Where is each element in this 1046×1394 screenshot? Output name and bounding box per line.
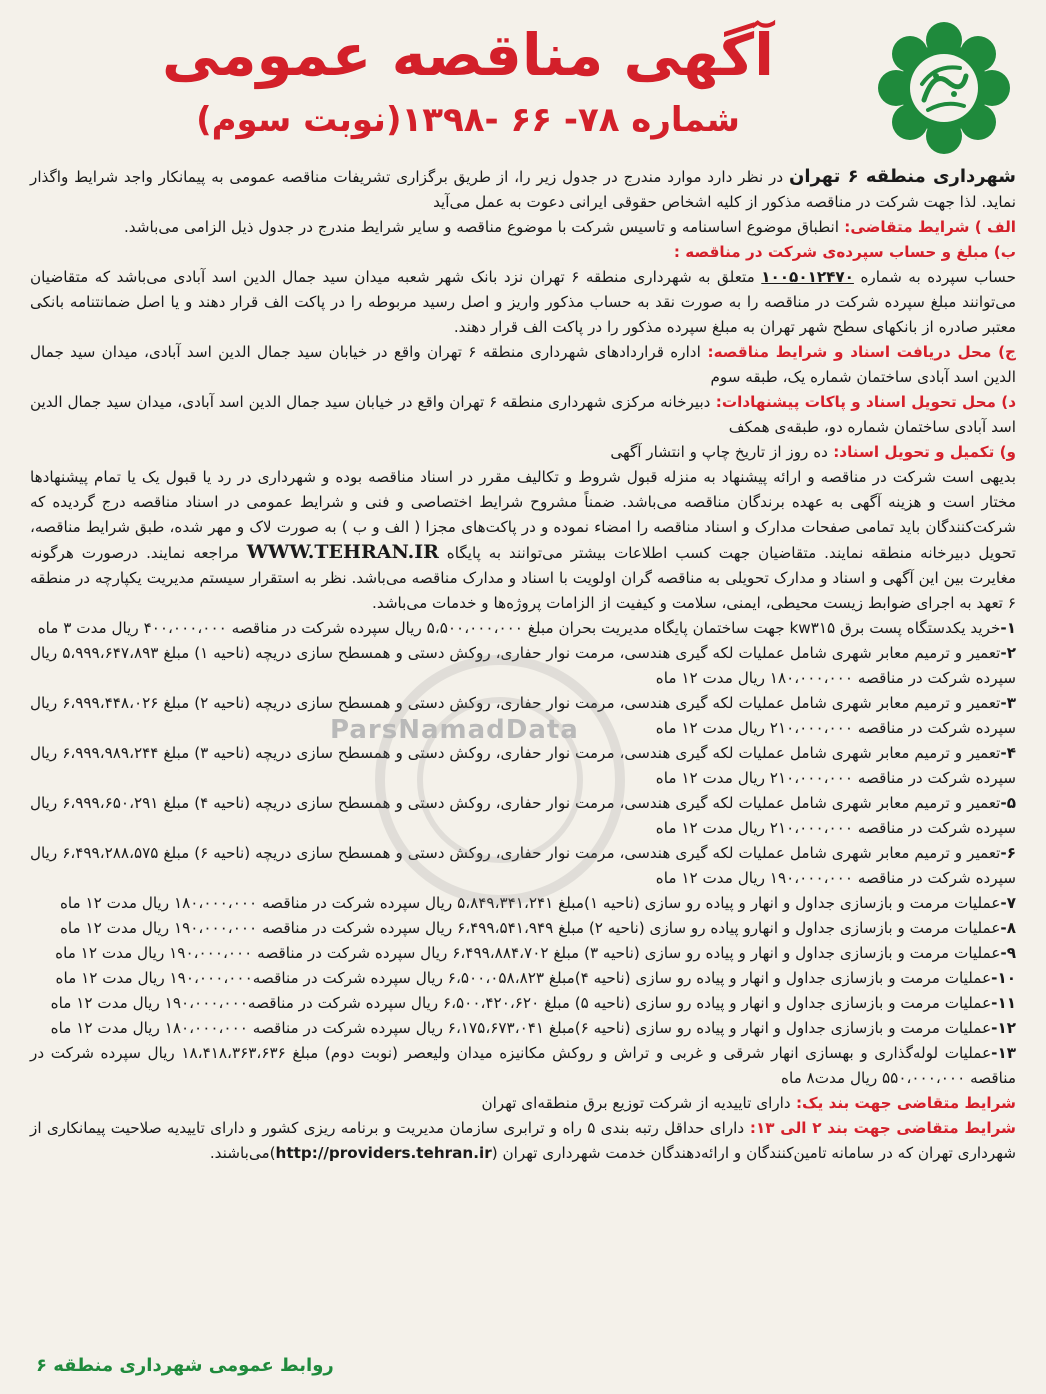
- item-text: عملیات مرمت و بازسازی جداول و انهار و پیاده رو سازی (ناحیه ۴)مبلغ ۶،۵۰۰،۰۵۸،۸۲۳ ریال سپرده شرکت در مناقصه۱۹۰،۰۰۰،۰۰۰ ریال مدت ۱۲ ماه: [55, 969, 992, 987]
- list-item: [30, 941, 1016, 966]
- section-b-text-1: حساب سپرده به شماره: [853, 268, 1016, 286]
- section-e-title: و) تکمیل و تحویل اسناد:: [827, 443, 1016, 461]
- item-text: تعمیر و ترمیم معابر شهری شامل عملیات لکه گیری هندسی، مرمت نوار حفاری، روکش دستی و همسطح سازی دریچه (ناحیه ۱) مبلغ ۵،۹۹۹،۶۴۷،۸۹۳ ریال سپرده شرکت در مناقصه ۱۸۰،۰۰۰،۰۰۰ ریال مدت ۱۲ ماه: [30, 644, 1016, 687]
- item-text: عملیات مرمت و بازسازی جداول و انهارو پیاده رو سازی (ناحیه ۲) مبلغ ۶،۴۹۹،۵۴۱،۹۴۹ ریال سپرده شرکت در مناقصه ۱۹۰،۰۰۰،۰۰۰ ریال مدت ۱۲ ماه: [59, 919, 1001, 937]
- item-number: ۹-: [1000, 944, 1016, 962]
- item-number: ۸-: [1000, 919, 1016, 937]
- item-text: تعمیر و ترمیم معابر شهری شامل عملیات لکه گیری هندسی، مرمت نوار حفاری، روکش دستی و همسطح سازی دریچه (ناحیه ۴) مبلغ ۶،۹۹۹،۶۵۰،۲۹۱ ریال سپرده شرکت در مناقصه ۲۱۰،۰۰۰،۰۰۰ ریال مدت ۱۲ ماه: [30, 794, 1016, 837]
- condition-2-text-1: دارای حداقل رتبه بندی ۵ راه و ترابری سازمان مدیریت و برنامه ریزی کشور و دارای تاییدیه صلاحیت پیمانکاری از شهرداری تهران که در سامانه تامین‌کنندگان و ارائه‌دهندگان خدمت شهرداری تهران (: [30, 1119, 1016, 1162]
- list-item: [30, 741, 1016, 791]
- general-terms: [30, 465, 1016, 616]
- general-terms-text-2: مراجعه نمایند. درصورت هرگونه مغایرت بین این آگهی و اسناد و مدارک تحویلی به مناقصه گران اولویت با اسناد و مدارک مناقصه می‌باشد. نظر به استقرار سیستم مدیریت یکپارچه در منطقه ۶ تعهد به اجرای ضوابط زیست محیطی، ایمنی، سلامت و کیفیت از الزامات پروژه‌ها و خدمات می‌باشد.: [30, 544, 1016, 612]
- section-b-title: ب) مبلغ و حساب سپرده‌ی شرکت در مناقصه :: [673, 243, 1016, 261]
- section-b: [30, 265, 1016, 340]
- item-number: ۲-: [1000, 644, 1016, 662]
- account-number: ۱۰۰۵۰۱۲۴۷۰: [761, 268, 854, 286]
- section-c-title: ج) محل دریافت اسناد و شرایط مناقصه:: [700, 343, 1016, 361]
- section-c-text: اداره قراردادهای شهرداری منطقه ۶ تهران واقع در خیابان سید جمال الدین اسد آبادی، میدان سید جمال الدین اسد آبادی ساختمان شماره یک، طبقه سوم: [30, 343, 1016, 386]
- website-link[interactable]: WWW.TEHRAN.IR: [246, 541, 439, 563]
- item-number: ۷-: [1000, 894, 1016, 912]
- general-terms-text-1: بدیهی است شرکت در مناقصه و ارائه پیشنهاد به منزله قبول شروط و تکالیف مقرر در اسناد مناقصه بوده و شهرداری در رد یا قبول یک یا تمام پیشنهادها مختار است و هزینه آگهی به عهده برندگان مناقصه می‌باشد. ضمناً مشروح شرایط اختصاصی و فنی و شرایط عمومی در اسناد مناقصه درج گردیده که شرکت‌کنندگان باید تمامی صفحات مدارک و اسناد مناقصه را امضاء نموده و در پاکت‌های مجزا ( الف و ب ) به صورت لاک و مهر شده، طبق شرایط مناقصه، تحویل دبیرخانه منطقه نمایند. متقاضیان جهت کسب اطلاعات بیشتر می‌توانند به پایگاه: [30, 468, 1017, 562]
- notice-header: [30, 14, 1016, 164]
- section-d-text: دبیرخانه مرکزی شهرداری منطقه ۶ تهران واقع در خیابان سید جمال الدین اسد آبادی، میدان سید جمال الدین اسد آبادی ساختمان شماره دو، طبقه‌ی همکف: [30, 393, 1016, 436]
- watermark-text: ParsNamadData: [330, 715, 579, 745]
- intro-paragraph: [30, 164, 1016, 215]
- item-number: ۱۳-: [991, 1044, 1016, 1062]
- list-item: [30, 616, 1016, 641]
- section-b-text-2: متعلق به شهرداری منطقه ۶ تهران نزد بانک شهر شعبه میدان سید جمال الدین اسد آبادی می‌باشد که متقاضیان می‌توانند مبلغ سپرده شرکت در مناقصه را به صورت نقد به حساب مذکور واریز و اصل رسید مربوطه را در پاکت الف قرار دهند و یا اصل ضمانتنامه بانکی معتبر صادره از بانکهای سطح شهر تهران به مبلغ سپرده مذکور را در پاکت الف قرار دهند.: [30, 268, 1016, 336]
- section-d-title: د) محل تحویل اسناد و پاکات پیشنهادات:: [710, 393, 1016, 411]
- condition-1-title: شرایط متقاضی جهت بند یک:: [790, 1094, 1016, 1112]
- notice-number: شماره ۷۸- ۶۶ -۱۳۹۸(نوبت سوم): [196, 100, 740, 140]
- list-item: [30, 1016, 1016, 1041]
- intro-text: در نظر دارد موارد مندرج در جدول زیر را، از طریق برگزاری تشریفات مناقصه عمومی به پیمانکار واجد شرایط واگذار نماید. لذا جهت شرکت در مناقصه مذکور از کلیه اشخاص حقوقی ایرانی دعوت به عمل می‌آید: [30, 168, 1016, 211]
- organization-name: شهرداری منطقه ۶ تهران: [788, 166, 1017, 187]
- list-item: [30, 841, 1016, 891]
- list-item: [30, 991, 1016, 1016]
- item-number: ۴-: [1000, 744, 1016, 762]
- providers-link[interactable]: http://providers.tehran.ir: [275, 1144, 492, 1162]
- item-text: تعمیر و ترمیم معابر شهری شامل عملیات لکه گیری هندسی، مرمت نوار حفاری، روکش دستی و همسطح سازی دریچه (ناحیه ۳) مبلغ ۶،۹۹۹،۹۸۹،۲۴۴ ریال سپرده شرکت در مناقصه ۲۱۰،۰۰۰،۰۰۰ ریال مدت ۱۲ ماه: [30, 744, 1016, 787]
- condition-1-text: دارای تاییدیه از شرکت توزیع برق منطقه‌ای تهران: [481, 1094, 791, 1112]
- notice-body: [30, 164, 1016, 1166]
- section-b-title-line: [30, 240, 1016, 265]
- condition-2-title: شرایط متقاضی جهت بند ۲ الی ۱۳:: [744, 1119, 1016, 1137]
- item-number: ۱-: [1000, 619, 1016, 637]
- item-number: ۱۱-: [991, 994, 1016, 1012]
- list-item: [30, 966, 1016, 991]
- item-text: عملیات لوله‌گذاری و بهسازی انهار شرقی و غربی و تراش و روکش مکانیزه میدان ولیعصر (نوبت دوم) مبلغ ۱۸،۴۱۸،۳۶۳،۶۳۶ ریال سپرده شرکت در مناقصه ۵۵۰،۰۰۰،۰۰۰ ریال مدت۸ ماه: [30, 1044, 1016, 1087]
- section-d: [30, 390, 1016, 440]
- item-text: عملیات مرمت و بازسازی جداول و انهار و پیاده رو سازی (ناحیه ۱)مبلغ ۵،۸۴۹،۳۴۱،۲۴۱ ریال سپرده شرکت در مناقصه ۱۸۰،۰۰۰،۰۰۰ ریال مدت ۱۲ ماه: [59, 894, 1001, 912]
- item-text: تعمیر و ترمیم معابر شهری شامل عملیات لکه گیری هندسی، مرمت نوار حفاری، روکش دستی و همسطح سازی دریچه (ناحیه ۲) مبلغ ۶،۹۹۹،۴۴۸،۰۲۶ ریال سپرده شرکت در مناقصه ۲۱۰،۰۰۰،۰۰۰ ریال مدت ۱۲ ماه: [30, 694, 1016, 737]
- item-number: ۳-: [1000, 694, 1016, 712]
- tehran-municipality-logo-icon: [876, 20, 1012, 156]
- list-item: [30, 891, 1016, 916]
- list-item: [30, 1041, 1016, 1091]
- section-a-title: الف ) شرایط متقاضی:: [839, 218, 1016, 236]
- list-item: [30, 916, 1016, 941]
- item-number: ۶-: [1000, 844, 1016, 862]
- item-text: عملیات مرمت و بازسازی جداول و انهار و پیاده رو سازی (ناحیه ۶)مبلغ ۶،۱۷۵،۶۷۳،۰۴۱ ریال سپرده شرکت در مناقصه ۱۸۰،۰۰۰،۰۰۰ ریال مدت ۱۲ ماه: [50, 1019, 992, 1037]
- notice-title: آگهی مناقصه عمومی: [161, 21, 775, 89]
- item-text: خرید یکدستگاه پست برق kw۳۱۵ جهت ساختمان پایگاه مدیریت بحران مبلغ ۵،۵۰۰،۰۰۰،۰۰۰ ریال سپرده شرکت در مناقصه ۴۰۰،۰۰۰،۰۰۰ ریال مدت ۳ ماه: [37, 619, 1001, 637]
- tender-items-list: [30, 616, 1016, 1091]
- item-number: ۱۲-: [991, 1019, 1016, 1037]
- list-item: [30, 791, 1016, 841]
- item-number: ۵-: [1000, 794, 1016, 812]
- item-text: عملیات مرمت و بازسازی جداول و انهار و پیاده رو سازی (ناحیه ۳) مبلغ ۶،۴۹۹،۸۸۴،۷۰۲ ریال سپرده شرکت در مناقصه ۱۹۰،۰۰۰،۰۰۰ ریال مدت ۱۲ ماه: [55, 944, 1001, 962]
- item-text: تعمیر و ترمیم معابر شهری شامل عملیات لکه گیری هندسی، مرمت نوار حفاری، روکش دستی و همسطح سازی دریچه (ناحیه ۶) مبلغ ۶،۴۹۹،۲۸۸،۵۷۵ ریال سپرده شرکت در مناقصه ۱۹۰،۰۰۰،۰۰۰ ریال مدت ۱۲ ماه: [30, 844, 1016, 887]
- section-e-text: ده روز از تاریخ چاپ و انتشار آگهی: [610, 443, 828, 461]
- section-a-text: انطباق موضوع اساسنامه و تاسیس شرکت با موضوع مناقصه و سایر شرایط مندرج در جدول ذیل الزامی می‌باشد.: [123, 218, 839, 236]
- section-c: [30, 340, 1016, 390]
- section-a: [30, 215, 1016, 240]
- condition-item-1: [30, 1091, 1016, 1116]
- section-e: [30, 440, 1016, 465]
- list-item: [30, 641, 1016, 691]
- condition-items-2-13: [30, 1116, 1016, 1166]
- item-text: عملیات مرمت و بازسازی جداول و انهار و پیاده رو سازی (ناحیه ۵) مبلغ ۶،۵۰۰،۴۲۰،۶۲۰ ریال سپرده شرکت در مناقصه۱۹۰،۰۰۰،۰۰۰ ریال مدت ۱۲ ماه: [50, 994, 992, 1012]
- public-relations-signature: روابط عمومی شهرداری منطقه ۶: [36, 1355, 334, 1376]
- condition-2-text-2: )می‌باشند.: [209, 1144, 276, 1162]
- item-number: ۱۰-: [991, 969, 1016, 987]
